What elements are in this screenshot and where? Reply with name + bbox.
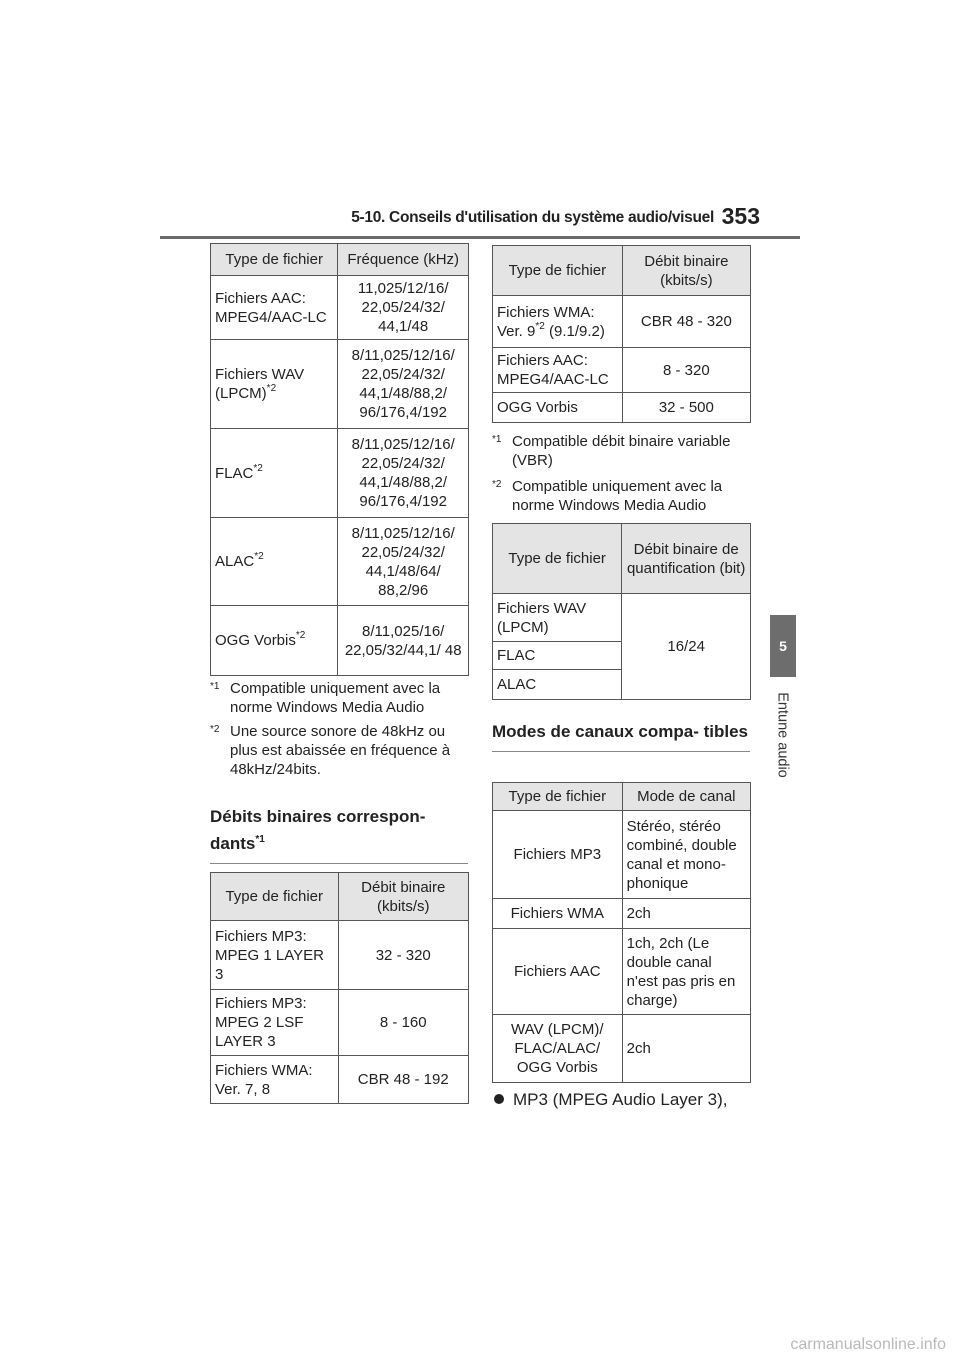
- footnote-text: Une source sonore de 48kHz ou plus est abaissée en fréquence à 48kHz/24bits.: [230, 723, 451, 778]
- table-row: [211, 429, 469, 518]
- table-row: [493, 594, 751, 642]
- bullet-item: [494, 1090, 727, 1110]
- bitrate-header-value: Débit binaire (kbits/s): [622, 246, 750, 296]
- table-row: [493, 811, 751, 899]
- bitrate-header-type: Type de fichier: [493, 246, 623, 296]
- watermark: carmanualsonline.info: [790, 1336, 946, 1353]
- bitrate-table-continued: [492, 245, 751, 423]
- table-row: [211, 921, 469, 990]
- channel-mode-table: [492, 782, 751, 1083]
- channel-type-cell: Fichiers AAC: [493, 929, 623, 1015]
- section-heading-bitrates: Débits binaires correspon- dants$^{*1}$: [210, 803, 468, 864]
- bitrate-header-type: Type de fichier: [211, 873, 339, 921]
- freq-value-cell: 8/11,025/12/16/ 22,05/24/32/ 44,1/48/88,2/ 96/176,4/192: [338, 429, 469, 518]
- section-heading-channel-modes: Modes de canaux compa- tibles: [492, 718, 750, 752]
- bitrate-value-cell: CBR 48 - 192: [338, 1056, 469, 1104]
- bitrate-value-cell: CBR 48 - 320: [622, 296, 750, 348]
- freq-header-type: Type de fichier: [211, 244, 338, 276]
- bitrate-table: [210, 872, 469, 1104]
- channel-type-cell: WAV (LPCM)/ FLAC/ALAC/ OGG Vorbis: [493, 1015, 623, 1083]
- footnote-text: Compatible uniquement avec la norme Windows Media Audio: [230, 680, 441, 716]
- freq-type-cell: FLAC$^{*2}$: [211, 429, 338, 518]
- freq-header-frequency: Fréquence (kHz): [338, 244, 469, 276]
- side-label: [770, 680, 796, 790]
- bitrate-type-cell: OGG Vorbis: [493, 393, 623, 423]
- bitrate-value-cell: 8 - 160: [338, 990, 469, 1056]
- table-row: [211, 276, 469, 340]
- quant-value-cell: 16/24: [622, 594, 751, 700]
- chapter-title: 5-10. Conseils d'utilisation du système audio/visuel: [351, 209, 714, 226]
- bitrate-value-cell: 32 - 320: [338, 921, 469, 990]
- channel-mode-cell: 2ch: [622, 1015, 750, 1083]
- side-label-text: Entune audio: [775, 692, 791, 778]
- table-row: [211, 340, 469, 429]
- freq-type-cell: Fichiers AAC: MPEG4/AAC-LC: [211, 276, 338, 340]
- bitrate-type-cell: Fichiers AAC: MPEG4/AAC-LC: [493, 348, 623, 393]
- table-row: [211, 1056, 469, 1104]
- footnote: *1 Compatible débit binaire variable (VBR): [492, 432, 754, 470]
- table-row: [493, 393, 751, 423]
- chapter-tab: 5: [770, 615, 796, 677]
- freq-value-cell: 8/11,025/12/16/ 22,05/24/32/ 44,1/48/88,2/ 96/176,4/192: [338, 340, 469, 429]
- bitrate-type-cell: Fichiers WMA: Ver. 7, 8: [211, 1056, 339, 1104]
- bitrate-type-cell: Fichiers MP3: MPEG 1 LAYER 3: [211, 921, 339, 990]
- table-row: [211, 990, 469, 1056]
- table-row: [211, 606, 469, 676]
- page-header: [160, 196, 800, 239]
- footnote-text: Compatible débit binaire variable (VBR): [512, 433, 731, 469]
- freq-value-cell: 8/11,025/12/16/ 22,05/24/32/ 44,1/48/64/ 88,2/96: [338, 518, 469, 606]
- bullet-text: MP3 (MPEG Audio Layer 3),: [513, 1090, 728, 1109]
- table-row: [493, 929, 751, 1015]
- quant-type-cell: FLAC: [493, 642, 622, 670]
- bitrate-value-cell: 8 - 320: [622, 348, 750, 393]
- bitrate-header-value: Débit binaire (kbits/s): [338, 873, 469, 921]
- table-row: [211, 518, 469, 606]
- table-row: [493, 899, 751, 929]
- channel-type-cell: Fichiers WMA: [493, 899, 623, 929]
- quant-header-type: Type de fichier: [493, 524, 622, 594]
- channel-mode-cell: Stéréo, stéréo combiné, double canal et mono- phonique: [622, 811, 750, 899]
- bullet-icon: [494, 1094, 504, 1104]
- freq-value-cell: 8/11,025/16/ 22,05/32/44,1/ 48: [338, 606, 469, 676]
- quant-type-cell: Fichiers WAV (LPCM): [493, 594, 622, 642]
- page-number: 353: [721, 203, 760, 229]
- channel-header-type: Type de fichier: [493, 783, 623, 811]
- quant-header-value: Débit binaire de quantification (bit): [622, 524, 751, 594]
- footnote: *2 Une source sonore de 48kHz ou plus est abaissée en fréquence à 48kHz/24bits.: [210, 722, 472, 779]
- quantification-table: [492, 523, 751, 700]
- freq-type-cell: OGG Vorbis$^{*2}$: [211, 606, 338, 676]
- footnote: *2 Compatible uniquement avec la norme Windows Media Audio: [492, 477, 754, 515]
- channel-type-cell: Fichiers MP3: [493, 811, 623, 899]
- table-row: [493, 348, 751, 393]
- bitrate-type-cell: Fichiers MP3: MPEG 2 LSF LAYER 3: [211, 990, 339, 1056]
- channel-mode-cell: 1ch, 2ch (Le double canal n'est pas pris en charge): [622, 929, 750, 1015]
- frequency-table: [210, 243, 469, 676]
- quant-type-cell: ALAC: [493, 670, 622, 700]
- freq-value-cell: 11,025/12/16/ 22,05/24/32/ 44,1/48: [338, 276, 469, 340]
- channel-header-mode: Mode de canal: [622, 783, 750, 811]
- freq-type-cell: Fichiers WAV (LPCM)$^{*2}$: [211, 340, 338, 429]
- bitrate-type-cell: Fichiers WMA: Ver. 9$^{*2}$ (9.1/9.2): [493, 296, 623, 348]
- channel-mode-cell: 2ch: [622, 899, 750, 929]
- table-row: [493, 1015, 751, 1083]
- footnote: *1 Compatible uniquement avec la norme Windows Media Audio: [210, 679, 470, 717]
- footnote-text: Compatible uniquement avec la norme Windows Media Audio: [512, 478, 723, 514]
- bitrate-value-cell: 32 - 500: [622, 393, 750, 423]
- table-row: [493, 296, 751, 348]
- freq-type-cell: ALAC$^{*2}$: [211, 518, 338, 606]
